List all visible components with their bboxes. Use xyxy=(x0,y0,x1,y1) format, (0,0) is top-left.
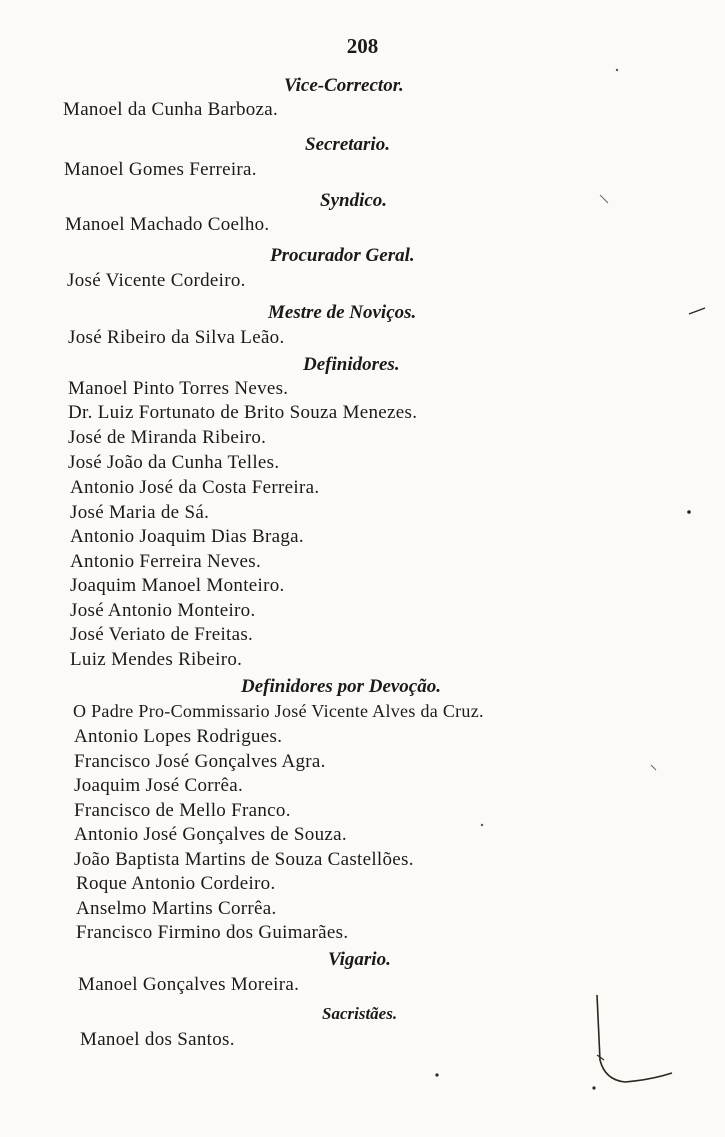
name-entry: João Baptista Martins de Souza Castellões. xyxy=(74,849,414,870)
ink-dot xyxy=(687,510,691,514)
name-entry: Manoel Machado Coelho. xyxy=(65,214,270,235)
name-entry: Antonio Joaquim Dias Braga. xyxy=(70,526,304,547)
ink-dot xyxy=(435,1073,438,1076)
name-entry: Antonio José da Costa Ferreira. xyxy=(70,477,320,498)
name-entry: Anselmo Martins Corrêa. xyxy=(76,898,277,919)
name-entry: José Vicente Cordeiro. xyxy=(67,270,246,291)
heading-secretario: Secretario. xyxy=(305,134,390,155)
name-entry: Manoel Gomes Ferreira. xyxy=(64,159,257,180)
name-entry: Dr. Luiz Fortunato de Brito Souza Menezes. xyxy=(68,402,418,423)
page-number: 208 xyxy=(346,34,379,58)
name-entry: Manoel dos Santos. xyxy=(80,1029,235,1050)
name-entry: Manoel Pinto Torres Neves. xyxy=(68,378,289,399)
name-entry: Antonio Ferreira Neves. xyxy=(70,551,262,572)
name-entry: Francisco de Mello Franco. xyxy=(74,800,291,821)
pen-tick-mark xyxy=(600,195,608,203)
name-entry: O Padre Pro-Commissario José Vicente Alves da Cruz. xyxy=(73,701,484,721)
name-entry: Antonio José Gonçalves de Souza. xyxy=(74,824,347,845)
pen-stroke-mark xyxy=(597,995,672,1082)
heading-syndico: Syndico. xyxy=(320,190,388,211)
heading-procurador-geral: Procurador Geral. xyxy=(270,245,415,266)
name-entry: José João da Cunha Telles. xyxy=(68,452,280,473)
ink-dot xyxy=(592,1086,595,1089)
name-entry: Francisco Firmino dos Guimarães. xyxy=(76,922,349,943)
name-entry: Manoel da Cunha Barboza. xyxy=(63,99,279,120)
heading-definidores: Definidores. xyxy=(303,354,400,375)
name-entry: José Ribeiro da Silva Leão. xyxy=(68,327,285,348)
name-entry: Joaquim Manoel Monteiro. xyxy=(70,575,285,596)
name-entry: José de Miranda Ribeiro. xyxy=(68,427,267,448)
name-entry: José Antonio Monteiro. xyxy=(70,600,256,621)
heading-definidores-por-devocao: Definidores por Devoção. xyxy=(241,676,441,697)
heading-vice-corrector: Vice-Corrector. xyxy=(284,75,404,96)
ink-dot xyxy=(481,824,483,826)
name-entry: Joaquim José Corrêa. xyxy=(74,775,244,796)
name-entry: Luiz Mendes Ribeiro. xyxy=(70,649,243,670)
heading-mestre-de-novicos: Mestre de Noviços. xyxy=(268,302,417,323)
name-entry: Roque Antonio Cordeiro. xyxy=(76,873,276,894)
ink-dot xyxy=(616,69,618,71)
name-entry: Antonio Lopes Rodrigues. xyxy=(74,726,283,747)
pen-tick-mark xyxy=(651,765,656,770)
name-entry: Manoel Gonçalves Moreira. xyxy=(78,974,300,995)
name-entry: José Maria de Sá. xyxy=(70,502,210,523)
name-entry: Francisco José Gonçalves Agra. xyxy=(74,751,326,772)
name-entry: José Veriato de Freitas. xyxy=(70,624,254,645)
heading-vigario: Vigario. xyxy=(328,949,391,970)
heading-sacristaes: Sacristães. xyxy=(322,1004,398,1023)
pen-dash-mark xyxy=(689,308,705,314)
